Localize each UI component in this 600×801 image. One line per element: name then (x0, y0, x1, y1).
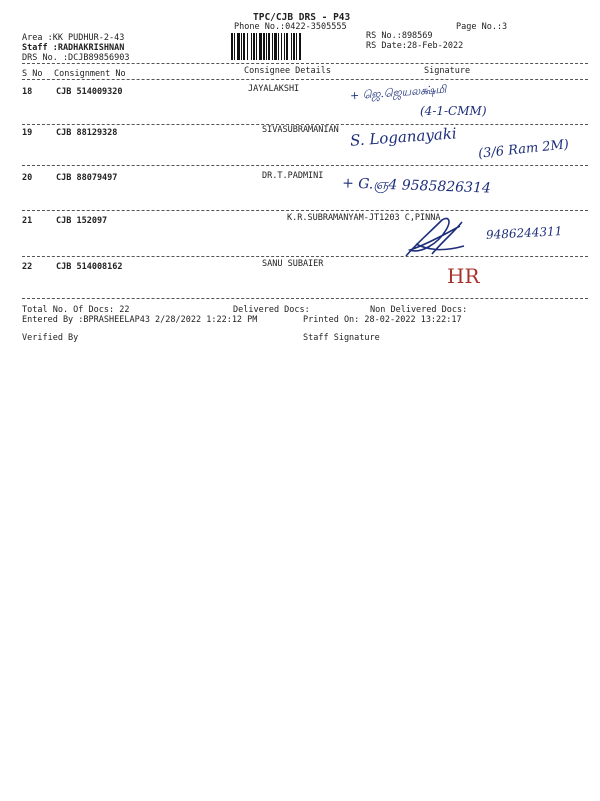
divider (22, 256, 588, 257)
row-consignment: CJB 88129328 (56, 128, 118, 138)
printed-on: Printed On: 28-02-2022 13:22:17 (303, 315, 462, 325)
handwritten-signature: + ஜெ.ஜெயலக்ஷ்மி (349, 82, 447, 103)
divider (22, 165, 588, 166)
phone-number: Phone No.:0422-3505555 (234, 22, 347, 32)
handwritten-signature: HR (447, 264, 480, 288)
row-consignment: CJB 152097 (56, 216, 108, 226)
staff-label: Staff :RADHAKRISHNAN (22, 43, 125, 53)
handwritten-signature: S. Loganayaki (349, 124, 458, 150)
divider (22, 63, 588, 64)
barcode (231, 33, 359, 60)
total-docs: Total No. Of Docs: 22 (22, 305, 130, 315)
column-header-consignment: Consignment No (54, 69, 126, 79)
verified-by-label: Verified By (22, 333, 79, 343)
row-consignee: SIVASUBRAMANIAN (262, 125, 339, 135)
divider (22, 298, 588, 299)
row-sno: 18 (22, 87, 33, 97)
document-title: TPC/CJB DRS - P43 (253, 12, 351, 23)
row-consignment: CJB 514009320 (56, 87, 123, 97)
signature-scribble (402, 214, 472, 260)
column-header-consignee: Consignee Details (244, 66, 331, 76)
row-sno: 20 (22, 173, 33, 183)
row-sno: 22 (22, 262, 33, 272)
row-consignee: SANU SUBAIER (262, 259, 324, 269)
row-consignee: JAYALAKSHI (248, 84, 300, 94)
entered-by: Entered By :BPRASHEELAP43 2/28/2022 1:22:12 PM (22, 315, 258, 325)
row-consignee: K.R.SUBRAMANYAM-JT1203 C,PINNA (287, 213, 441, 223)
row-sno: 21 (22, 216, 33, 226)
handwritten-signature: (4-1-CMM) (420, 104, 487, 118)
column-header-signature: Signature (424, 66, 471, 76)
column-header-sno: S No (22, 69, 43, 79)
divider (22, 210, 588, 211)
handwritten-signature: (3/6 Ram 2M) (477, 137, 570, 162)
row-sno: 19 (22, 128, 33, 138)
row-consignment: CJB 88079497 (56, 173, 118, 183)
row-consignee: DR.T.PADMINI (262, 171, 324, 181)
page-number: Page No.:3 (456, 22, 508, 32)
area-label: Area :KK PUDHUR-2-43 (22, 33, 125, 43)
handwritten-signature: 9486244311 (485, 224, 563, 242)
drs-number: DRS No. :DCJB89856903 (22, 53, 130, 63)
non-delivered-docs: Non Delivered Docs: (370, 305, 468, 315)
row-consignment: CJB 514008162 (56, 262, 123, 272)
delivered-docs: Delivered Docs: (233, 305, 310, 315)
rs-date: RS Date:28-Feb-2022 (366, 41, 464, 51)
divider (22, 79, 588, 80)
handwritten-signature: + G.ஞ4 9585826314 (341, 175, 492, 197)
staff-signature-label: Staff Signature (303, 333, 380, 343)
rs-number: RS No.:898569 (366, 31, 433, 41)
